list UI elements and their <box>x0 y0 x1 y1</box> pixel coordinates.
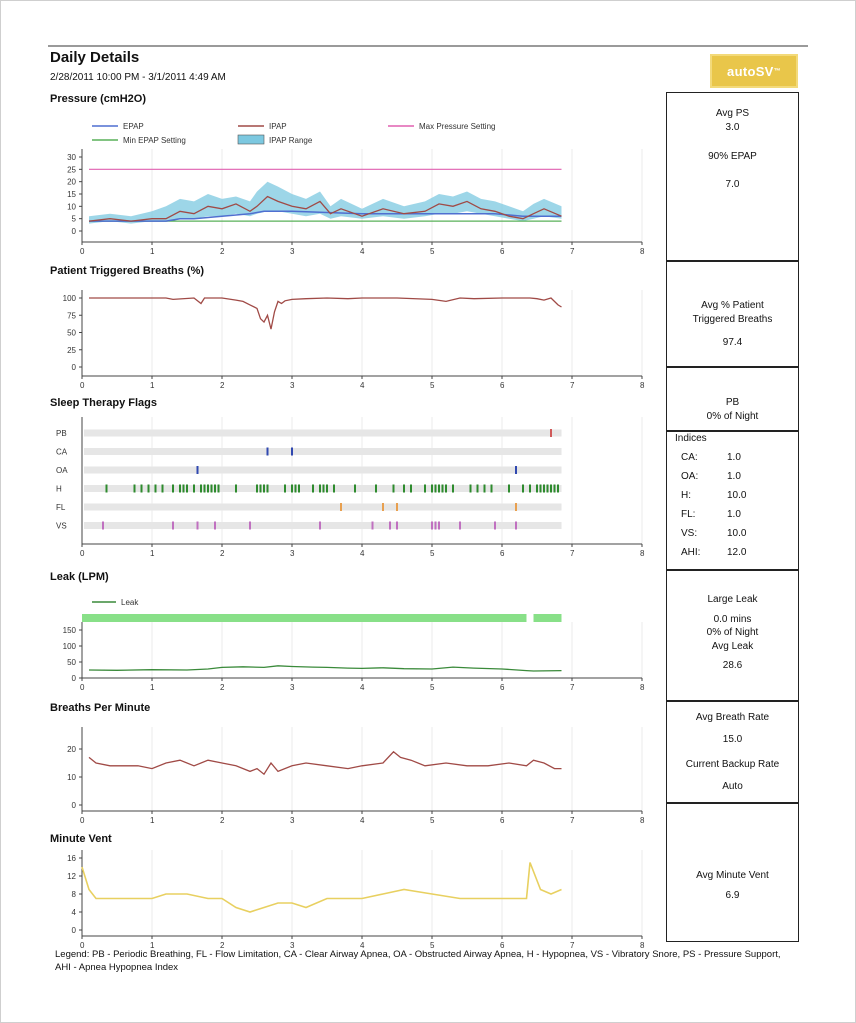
y-tick-label: 8 <box>71 890 76 899</box>
flag-row-label: PB <box>56 429 67 438</box>
flag-row-track <box>84 522 562 529</box>
x-tick-label: 3 <box>290 381 295 390</box>
x-tick-label: 6 <box>500 941 505 950</box>
legend-max-pressure-label: Max Pressure Setting <box>419 122 496 131</box>
x-tick-label: 7 <box>570 941 575 950</box>
flag-event-oa <box>515 466 517 474</box>
index-row <box>681 528 746 539</box>
flag-row-track <box>84 504 562 511</box>
index-value: 10.0 <box>727 490 747 501</box>
x-tick-label: 0 <box>80 941 85 950</box>
index-label: FL: <box>681 509 696 520</box>
flag-event-h <box>375 485 377 493</box>
index-value: 1.0 <box>727 471 741 482</box>
x-tick-label: 0 <box>80 381 85 390</box>
flag-event-h <box>522 485 524 493</box>
flag-event-h <box>319 485 321 493</box>
flag-event-fl <box>515 503 517 511</box>
flag-event-h <box>207 485 209 493</box>
flag-event-h <box>550 485 552 493</box>
breath-rate-value: 15.0 <box>722 733 743 745</box>
flag-event-ca <box>291 448 293 456</box>
leak-title: Leak (LPM) <box>50 571 109 583</box>
triggered-label-2: Triggered Breaths <box>692 313 773 325</box>
y-tick-label: 0 <box>71 227 76 236</box>
index-row <box>681 490 746 501</box>
flag-row-label: VS <box>56 521 67 531</box>
bpm-title: Breaths Per Minute <box>50 702 151 714</box>
y-tick-label: 4 <box>71 908 76 917</box>
x-tick-label: 4 <box>360 381 365 390</box>
flag-event-h <box>211 485 213 493</box>
flag-event-h <box>183 485 185 493</box>
flag-event-h <box>172 485 174 493</box>
flag-event-h <box>295 485 297 493</box>
y-tick-label: 100 <box>62 294 76 303</box>
y-tick-label: 12 <box>67 872 76 881</box>
flag-event-vs <box>319 522 321 530</box>
index-label: H: <box>681 490 691 501</box>
y-tick-label: 20 <box>67 745 76 754</box>
panel-divider <box>667 700 798 702</box>
index-label: VS: <box>681 528 698 539</box>
x-tick-label: 2 <box>220 549 225 558</box>
x-tick-label: 5 <box>430 683 435 692</box>
flag-event-vs <box>515 522 517 530</box>
flag-event-h <box>403 485 405 493</box>
legend-epap-label: EPAP <box>123 122 144 131</box>
y-tick-label: 30 <box>67 153 76 162</box>
avg-leak-label: Avg Leak <box>711 640 754 652</box>
x-tick-label: 0 <box>80 816 85 825</box>
flag-event-h <box>540 485 542 493</box>
index-value: 1.0 <box>727 452 741 463</box>
flag-event-h <box>477 485 479 493</box>
large-leak-pct: 0% of Night <box>706 627 759 638</box>
legend-ipap-range-swatch <box>238 135 264 144</box>
x-tick-label: 1 <box>150 816 155 825</box>
y-tick-label: 15 <box>67 190 76 199</box>
flag-event-fl <box>382 503 384 511</box>
y-tick-label: 150 <box>62 626 76 635</box>
triggered-value: 97.4 <box>722 337 743 348</box>
x-tick-label: 3 <box>290 683 295 692</box>
flag-event-h <box>543 485 545 493</box>
epap90-label: 90% EPAP <box>708 151 757 162</box>
flag-event-vs <box>102 522 104 530</box>
x-tick-label: 5 <box>430 247 435 256</box>
summary-panel <box>666 92 799 942</box>
flag-event-h <box>431 485 433 493</box>
flag-event-h <box>323 485 325 493</box>
y-tick-label: 20 <box>67 177 76 187</box>
flag-event-vs <box>435 522 437 530</box>
flag-event-pb <box>550 429 552 437</box>
panel-divider <box>667 366 798 368</box>
flag-row-track <box>84 448 562 455</box>
index-row <box>681 452 741 463</box>
avg-ps-block <box>667 107 798 191</box>
y-tick-label: 50 <box>67 328 76 338</box>
flag-event-h <box>438 485 440 493</box>
minute-vent-value: 6.9 <box>725 889 740 901</box>
flag-event-vs <box>249 522 251 530</box>
badge-label: autoSV <box>727 63 774 79</box>
backup-rate-label: Current Backup Rate <box>685 759 780 770</box>
flag-event-h <box>256 485 258 493</box>
triggered-line <box>89 298 562 329</box>
x-tick-label: 1 <box>150 941 155 950</box>
x-tick-label: 7 <box>570 247 575 256</box>
x-tick-label: 1 <box>150 683 155 692</box>
flag-event-vs <box>172 522 174 530</box>
panel-divider <box>667 569 798 571</box>
flag-event-h <box>214 485 216 493</box>
device-badge: autoSV ™ <box>710 54 798 88</box>
x-tick-label: 7 <box>570 381 575 390</box>
index-label: CA: <box>681 452 698 463</box>
x-tick-label: 3 <box>290 247 295 256</box>
leak-line <box>89 666 562 671</box>
flag-event-h <box>106 485 108 493</box>
page-title: Daily Details <box>50 49 140 66</box>
x-tick-label: 0 <box>80 683 85 692</box>
index-label: AHI: <box>681 547 701 558</box>
minute-vent-block <box>667 869 798 902</box>
flag-event-h <box>155 485 157 493</box>
y-tick-label: 0 <box>71 926 76 935</box>
y-tick-label: 16 <box>67 854 76 863</box>
flag-event-h <box>554 485 556 493</box>
x-tick-label: 7 <box>570 549 575 558</box>
indices-block <box>667 431 798 569</box>
bpm-line <box>89 752 562 774</box>
index-row <box>681 509 741 520</box>
pressure-title: Pressure (cmH2O) <box>50 93 146 105</box>
large-leak-label: Large Leak <box>707 594 758 605</box>
x-tick-label: 6 <box>500 549 505 558</box>
flag-event-vs <box>197 522 199 530</box>
y-tick-label: 25 <box>67 345 76 355</box>
flag-event-h <box>193 485 195 493</box>
flag-event-h <box>424 485 426 493</box>
x-tick-label: 8 <box>640 816 645 825</box>
flag-event-h <box>326 485 328 493</box>
flag-event-vs <box>214 522 216 530</box>
flag-event-h <box>484 485 486 493</box>
flag-event-h <box>354 485 356 493</box>
x-tick-label: 6 <box>500 683 505 692</box>
legend-ipap-label: IPAP <box>269 122 287 131</box>
x-tick-label: 0 <box>80 247 85 256</box>
index-value: 10.0 <box>727 528 747 539</box>
flag-event-fl <box>396 503 398 511</box>
x-tick-label: 8 <box>640 549 645 558</box>
flag-row-label: OA <box>56 466 68 475</box>
index-row <box>681 547 746 558</box>
x-tick-label: 1 <box>150 381 155 390</box>
triggered-block <box>667 299 798 350</box>
y-tick-label: 25 <box>67 165 76 175</box>
x-tick-label: 2 <box>220 816 225 825</box>
x-tick-label: 8 <box>640 683 645 692</box>
ipap-range-area <box>89 182 562 224</box>
x-tick-label: 1 <box>150 549 155 558</box>
flag-event-oa <box>197 466 199 474</box>
flag-event-h <box>452 485 454 493</box>
x-tick-label: 2 <box>220 941 225 950</box>
flag-row-track <box>84 467 562 474</box>
x-tick-label: 8 <box>640 247 645 256</box>
pb-label: PB <box>725 397 740 408</box>
x-tick-label: 6 <box>500 247 505 256</box>
x-tick-label: 4 <box>360 549 365 558</box>
date-range: 2/28/2011 10:00 PM - 3/1/2011 4:49 AM <box>50 72 226 83</box>
x-tick-label: 4 <box>360 683 365 692</box>
legend-leak-label: Leak <box>121 598 139 607</box>
indices-label: Indices <box>675 433 707 444</box>
flag-event-h <box>435 485 437 493</box>
flag-row-label: CA <box>56 447 68 457</box>
flag-event-h <box>284 485 286 493</box>
x-tick-label: 1 <box>150 247 155 256</box>
triggered-title: Patient Triggered Breaths (%) <box>50 265 205 277</box>
flag-row-label: H <box>56 484 62 494</box>
flag-event-h <box>291 485 293 493</box>
x-tick-label: 2 <box>220 683 225 692</box>
flag-event-h <box>204 485 206 493</box>
flag-event-h <box>445 485 447 493</box>
pb-block <box>667 396 798 423</box>
flag-event-h <box>529 485 531 493</box>
x-tick-label: 3 <box>290 816 295 825</box>
x-tick-label: 8 <box>640 941 645 950</box>
flag-event-h <box>141 485 143 493</box>
x-tick-label: 0 <box>80 549 85 558</box>
x-tick-label: 7 <box>570 816 575 825</box>
flag-event-h <box>557 485 559 493</box>
y-tick-label: 0 <box>71 674 76 683</box>
flag-event-h <box>393 485 395 493</box>
x-tick-label: 2 <box>220 381 225 390</box>
x-tick-label: 5 <box>430 941 435 950</box>
legend-min-epap-label: Min EPAP Setting <box>123 136 186 145</box>
flag-row-track <box>84 430 562 437</box>
flag-event-h <box>179 485 181 493</box>
x-tick-label: 5 <box>430 381 435 390</box>
flag-event-h <box>333 485 335 493</box>
index-value: 1.0 <box>727 509 741 520</box>
avg-ps-value: 3.0 <box>725 121 740 133</box>
y-tick-label: 75 <box>67 311 76 321</box>
flag-event-h <box>235 485 237 493</box>
minute-vent-line <box>82 863 562 913</box>
flag-event-h <box>470 485 472 493</box>
x-tick-label: 6 <box>500 381 505 390</box>
flag-event-vs <box>494 522 496 530</box>
flag-event-h <box>134 485 136 493</box>
flag-event-vs <box>389 522 391 530</box>
flag-event-ca <box>267 448 269 456</box>
flag-event-h <box>536 485 538 493</box>
pb-value: 0% of Night <box>706 410 759 422</box>
flag-event-h <box>508 485 510 493</box>
flag-event-vs <box>438 522 440 530</box>
flag-event-h <box>298 485 300 493</box>
triggered-label-1: Avg % Patient <box>701 300 764 311</box>
avg-leak-value: 28.6 <box>722 660 743 671</box>
panel-divider <box>667 802 798 804</box>
leak-block <box>667 593 798 673</box>
x-tick-label: 3 <box>290 941 295 950</box>
x-tick-label: 7 <box>570 683 575 692</box>
x-tick-label: 6 <box>500 816 505 825</box>
large-leak-band <box>82 614 527 622</box>
y-tick-label: 5 <box>71 214 76 224</box>
flag-event-h <box>263 485 265 493</box>
flags-title: Sleep Therapy Flags <box>50 397 157 409</box>
backup-rate-value: Auto <box>722 780 743 792</box>
x-tick-label: 4 <box>360 816 365 825</box>
flag-event-h <box>312 485 314 493</box>
minute-vent-title: Minute Vent <box>50 833 112 845</box>
x-tick-label: 4 <box>360 941 365 950</box>
x-tick-label: 5 <box>430 549 435 558</box>
flag-event-vs <box>372 522 374 530</box>
x-tick-label: 4 <box>360 247 365 256</box>
y-tick-label: 50 <box>67 658 76 667</box>
breath-rate-block <box>667 711 798 793</box>
y-tick-label: 0 <box>71 801 76 810</box>
flag-event-h <box>410 485 412 493</box>
flag-row-label: FL <box>56 503 66 512</box>
flag-event-h <box>186 485 188 493</box>
x-tick-label: 8 <box>640 381 645 390</box>
y-tick-label: 100 <box>62 642 76 651</box>
legend-ipap-range-label: IPAP Range <box>269 136 313 145</box>
flag-event-h <box>162 485 164 493</box>
index-label: OA: <box>681 471 699 482</box>
flag-event-vs <box>431 522 433 530</box>
minute-vent-label: Avg Minute Vent <box>696 870 769 881</box>
flag-event-h <box>260 485 262 493</box>
flag-event-h <box>547 485 549 493</box>
index-value: 12.0 <box>727 547 747 558</box>
flag-event-vs <box>396 522 398 530</box>
large-leak-band <box>534 614 562 622</box>
flag-event-h <box>442 485 444 493</box>
flag-event-h <box>491 485 493 493</box>
avg-ps-label: Avg PS <box>715 108 750 119</box>
epap90-value: 7.0 <box>725 178 740 190</box>
flag-event-h <box>267 485 269 493</box>
breath-rate-label: Avg Breath Rate <box>695 712 770 723</box>
index-row <box>681 471 741 482</box>
large-leak-mins: 0.0 mins <box>713 613 752 625</box>
y-tick-label: 10 <box>67 773 76 782</box>
y-tick-label: 0 <box>71 363 76 372</box>
y-tick-label: 10 <box>67 202 76 212</box>
x-tick-label: 5 <box>430 816 435 825</box>
flag-event-h <box>218 485 220 493</box>
x-tick-label: 2 <box>220 247 225 256</box>
panel-divider <box>667 260 798 262</box>
x-tick-label: 3 <box>290 549 295 558</box>
flag-event-fl <box>340 503 342 511</box>
flag-event-h <box>200 485 202 493</box>
flag-event-vs <box>459 522 461 530</box>
legend-note: Legend: PB - Periodic Breathing, FL - Flow Limitation, CA - Clear Airway Apnea, OA - Obstructed Airway Apnea, H - Hypopnea, VS - Vibratory Snore, PS - Pressure Support, AHI - Apnea Hypopnea Index <box>55 949 781 974</box>
flag-event-h <box>148 485 150 493</box>
